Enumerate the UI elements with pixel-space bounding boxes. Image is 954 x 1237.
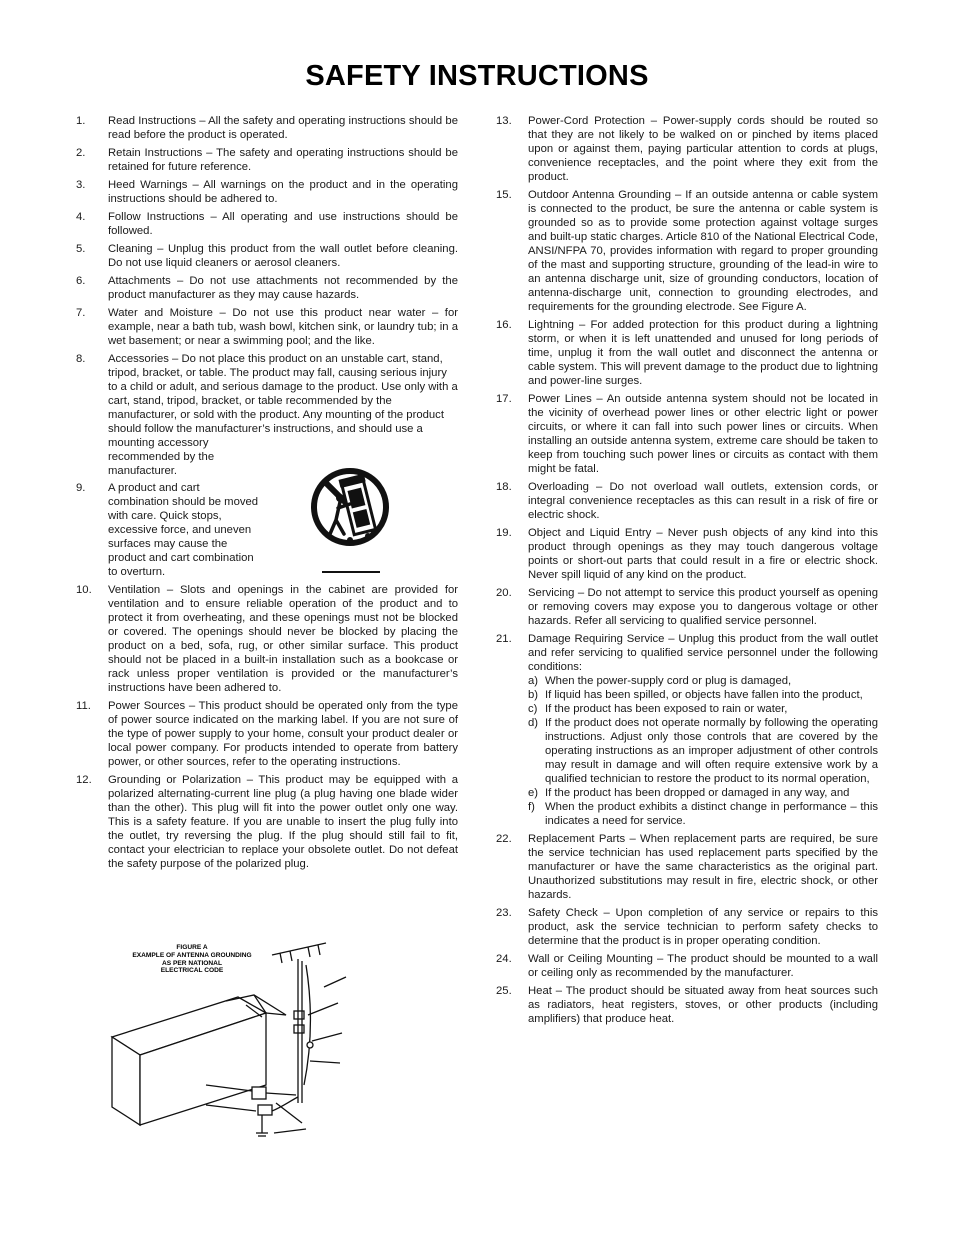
figure-caption-line: FIGURE A — [176, 944, 208, 951]
item-number: 2. — [76, 147, 86, 159]
item-text: Wall or Ceiling Mounting – The product should be mounted to a wall or ceiling only as recommended by the manufacturer. — [528, 953, 878, 979]
sub-item-letter: c) — [528, 703, 538, 715]
instruction-item — [76, 583, 458, 695]
item-number: 6. — [76, 275, 86, 287]
instruction-item — [496, 114, 878, 184]
instruction-item — [76, 699, 458, 769]
item-number: 3. — [76, 179, 86, 191]
instruction-item — [496, 984, 878, 1026]
item-number: 11. — [76, 700, 91, 712]
item-text: Outdoor Antenna Grounding – If an outside antenna or cable system is connected to the product, be sure the antenna or cable system is grounded so as to provide some protection against voltage surges and built-up static charges. Article 810 of the National Electrical Code, ANSI/NFPA 70, provides information with regard to proper grounding of the mast and supporting structure, grounding of the lead-in wire to an antenna discharge unit, size of grounding conductors, location of antenna-discharge unit, connection to grounding electrodes, and requirements for the grounding electrode. See Figure A. — [528, 189, 878, 313]
item-number: 19. — [496, 527, 512, 539]
item-number: 17. — [496, 393, 512, 405]
instruction-item — [76, 773, 458, 871]
instruction-item — [76, 306, 458, 348]
sub-item — [528, 786, 878, 800]
sub-item — [528, 688, 878, 702]
instruction-item — [496, 526, 878, 582]
item-number: 22. — [496, 833, 512, 845]
item-number: 9. — [76, 482, 86, 494]
sub-item-text: If the product has been exposed to rain or water, — [545, 703, 788, 715]
sub-item-letter: d) — [528, 717, 539, 729]
instruction-item — [76, 210, 458, 238]
item-text: Follow Instructions – All operating and use instructions should be followed. — [108, 211, 458, 237]
item-text: Power-Cord Protection – Power-supply cords should be routed so that they are not likely to be walked on or pinched by items placed upon or against them, paying particular attention to cords at plugs, convenience receptacles, and the point where they exit from the product. — [528, 115, 878, 183]
sub-item — [528, 800, 878, 828]
instruction-item — [496, 392, 878, 476]
item-number: 16. — [496, 319, 512, 331]
item-text: Power Sources – This product should be operated only from the type of power source indicated on the marking label. If you are not sure of the type of power supply to your home, consult your product dealer or local power company. For products intended to operate from battery power, or other sources, refer to the operating instructions. — [108, 700, 458, 768]
sub-item-text: When the power-supply cord or plug is damaged, — [545, 675, 792, 687]
instruction-item — [496, 632, 878, 828]
instruction-item — [496, 318, 878, 388]
item-number: 8. — [76, 353, 86, 365]
item-text: Servicing – Do not attempt to service this product yourself as opening or removing covers may expose you to dangerous voltage or other hazards. Refer all servicing to qualified service personnel. — [528, 587, 878, 627]
item-number: 4. — [76, 211, 86, 223]
sub-item-text: If the product has been dropped or damaged in any way, and — [545, 787, 850, 799]
figure-caption-line: EXAMPLE OF ANTENNA GROUNDING — [132, 951, 252, 959]
item-text: Grounding or Polarization – This product may be equipped with a polarized alternating-current line plug (a plug having one blade wider than the other). This plug will fit into the power outlet only one way. This is a safety feature. If you are unable to insert the plug fully into the outlet, try reversing the plug. If the plug should still fail to fit, contact your electrician to replace your obsolete outlet. Do not defeat the safety purpose of the polarized plug. — [108, 774, 458, 870]
item-number: 23. — [496, 907, 512, 919]
item-text: Lightning – For added protection for this product during a lightning storm, or when it is left unattended and unused for long periods of time, unplug it from the wall outlet and disconnect the antenna or cable system. This will prevent damage to the product due to lightning and power-line surges. — [528, 319, 878, 387]
item-number: 5. — [76, 243, 86, 255]
item-number: 25. — [496, 985, 512, 997]
left-column — [76, 114, 458, 875]
item-text: Overloading – Do not overload wall outlets, extension cords, or integral convenience receptacles as this can result in a risk of fire or electric shock. — [528, 481, 878, 521]
item-number: 15. — [496, 189, 512, 201]
item-text: A product and cart combination should be moved with care. Quick stops, excessive force, and uneven surfaces may cause the product and cart combination to overturn. — [108, 482, 259, 578]
item-number: 1. — [76, 115, 86, 127]
instruction-item — [496, 952, 878, 980]
item-number: 12. — [76, 774, 92, 786]
instruction-item — [76, 146, 458, 174]
item-text: Retain Instructions – The safety and operating instructions should be retained for future reference. — [108, 147, 458, 173]
item-number: 13. — [496, 115, 512, 127]
sub-item — [528, 716, 878, 786]
sub-item-letter: a) — [528, 675, 539, 687]
item-text: Read Instructions – All the safety and operating instructions should be read before the product is operated. — [108, 115, 458, 141]
item-text: Heed Warnings – All warnings on the product and in the operating instructions should be adhered to. — [108, 179, 458, 205]
sub-item — [528, 674, 878, 688]
instruction-item — [496, 832, 878, 902]
page-title: SAFETY INSTRUCTIONS — [305, 60, 649, 92]
sub-item-text: If the product does not operate normally by following the operating instructions. Adjust only those controls that are covered by the operating instructions as an improper adjustment of other controls may result in damage and will often require extensive work by a qualified technician to restore the product to its normal operation, — [545, 717, 878, 785]
item-text-continued: mounting accessory recommended by the manufacturer. — [108, 437, 215, 477]
item-text: Power Lines – An outside antenna system should not be located in the vicinity of overhead power lines or other electric light or power circuits, or where it can fall into such power lines or circuits. When installing an outside antenna system, extreme care should be taken to keep from touching such power lines or circuits as contact with them might be fatal. — [528, 393, 878, 475]
right-column — [496, 114, 878, 1030]
instruction-item — [76, 352, 458, 478]
instruction-item — [76, 114, 458, 142]
sub-item-letter: f) — [528, 801, 535, 813]
item-text: Attachments – Do not use attachments not recommended by the product manufacturer as they may cause hazards. — [108, 275, 458, 301]
cart-tip-over-warning-icon — [310, 464, 390, 576]
instruction-item — [76, 242, 458, 270]
item-text: Replacement Parts – When replacement parts are required, be sure the service technician has used replacement parts specified by the manufacturer or have the same characteristics as the original part. Unauthorized substitutions may result in fire, electric shock, or other hazards. — [528, 833, 878, 901]
sub-item — [528, 702, 878, 716]
item-number: 10. — [76, 584, 92, 596]
item-text: Cleaning – Unplug this product from the wall outlet before cleaning. Do not use liquid cleaners or aerosol cleaners. — [108, 243, 458, 269]
item-text: Water and Moisture – Do not use this product near water – for example, near a bath tub, wash bowl, kitchen sink, or laundry tub; in a wet basement; or near a swimming pool; and the like. — [108, 307, 458, 347]
sub-item-letter: e) — [528, 787, 539, 799]
figure-caption-line: AS PER NATIONAL — [162, 959, 222, 967]
instruction-item — [496, 188, 878, 314]
item-text: Safety Check – Upon completion of any service or repairs to this product, ask the service technician to perform safety checks to determine that the product is in proper operating condition. — [528, 907, 878, 947]
item-text: Accessories – Do not place this product on an unstable cart, stand, tripod, bracket, or table. The product may fall, causing serious injury to a child or adult, and serious damage to the product. Use only with a cart, stand, tripod, bracket, or table recommended by the manufacturer, or sold with the product. Any mounting of the product should follow the manufacturer’s instructions, and should use a — [108, 353, 458, 435]
item-text: Ventilation – Slots and openings in the cabinet are provided for ventilation and to ensure reliable operation of the product and to protect it from overheating, and these openings must not be blocked or covered. The openings should never be blocked by placing the product on a bed, sofa, rug, or other similar surface. This product should not be placed in a built-in installation such as a bookcase or rack unless proper ventilation is provided or the manufacturer’s instructions have been adhered to. — [108, 584, 458, 694]
item-number: 18. — [496, 481, 512, 493]
item-text: Damage Requiring Service – Unplug this product from the wall outlet and refer servicing to qualified service personnel under the following conditions: — [528, 633, 878, 673]
item-number: 21. — [496, 633, 512, 645]
item-text: Heat – The product should be situated away from heat sources such as radiators, heat registers, stoves, or other products (including amplifiers) that produce heat. — [528, 985, 878, 1025]
sub-item-letter: b) — [528, 689, 539, 701]
item-number: 20. — [496, 587, 512, 599]
instruction-item — [496, 586, 878, 628]
figure-caption — [116, 944, 268, 975]
figure-caption-line: ELECTRICAL CODE — [160, 967, 224, 975]
item-text: Object and Liquid Entry – Never push objects of any kind into this product through openings as they may touch dangerous voltage points or short-out parts that could result in a fire or electric shock. Never spill liquid of any kind on the product. — [528, 527, 878, 581]
instruction-item — [496, 906, 878, 948]
instruction-item — [76, 178, 458, 206]
item-number: 24. — [496, 953, 512, 965]
item-number: 7. — [76, 307, 86, 319]
sub-item-text: When the product exhibits a distinct change in performance – this indicates a need for service. — [545, 801, 878, 827]
sub-item-text: If liquid has been spilled, or objects have fallen into the product, — [545, 689, 863, 701]
instruction-item — [496, 480, 878, 522]
instruction-item — [76, 481, 458, 579]
instruction-item — [76, 274, 458, 302]
